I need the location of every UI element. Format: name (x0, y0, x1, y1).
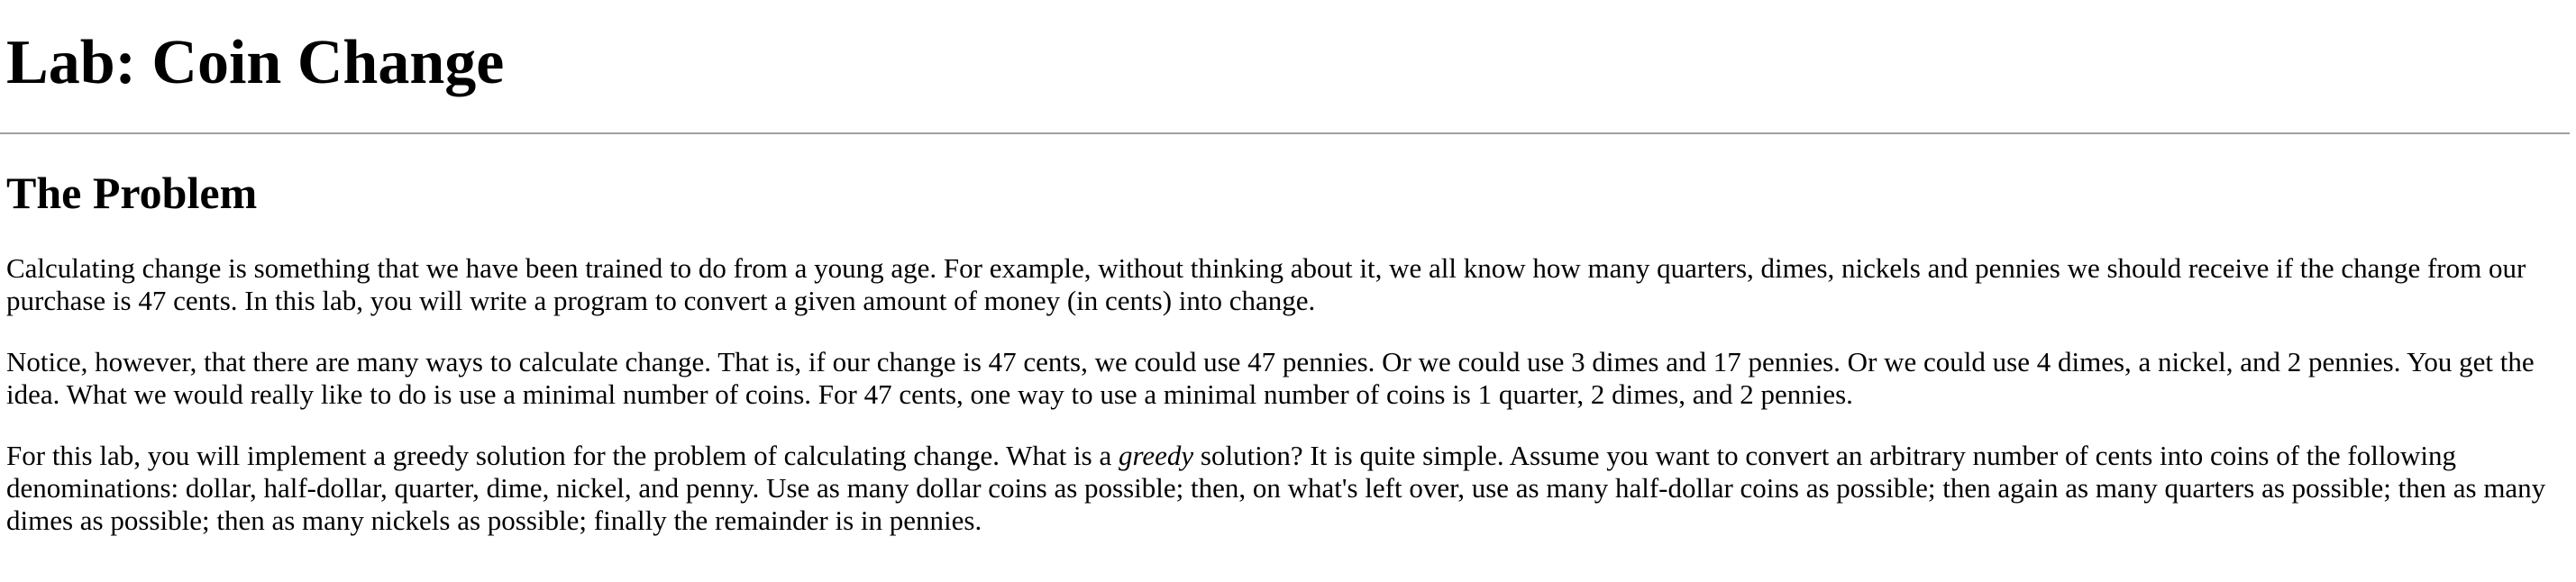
paragraph-greedy-solution (6, 440, 2571, 537)
paragraph-greedy-text-end: solution? It is quite simple. Assume you want to convert an arbitrary number of cents into coins of the following denominations: dollar, half-dollar, quarter, dime, nickel, and penny. Use as many dollar coins as possible; then, on what's left over, use as many half-dollar coins as possible; then again as many quarters as possible; then as many dimes as possible; then as many nickels as possible; finally the remainder is in pennies. (6, 440, 2546, 536)
emphasis-greedy: greedy (1118, 440, 1194, 471)
horizontal-divider (0, 132, 2570, 134)
section-heading: The Problem (6, 168, 258, 218)
paragraph-minimal-coins: Notice, however, that there are many ways to calculate change. That is, if our change is 47 cents, we could use 47 pennies. Or we could use 3 dimes and 17 pennies. Or we could use 4 dimes, a nickel, and 2 pennies. You get the idea. What we would really like to do is use a minimal number of coins. For 47 cents, one way to use a minimal number of coins is 1 quarter, 2 dimes, and 2 pennies. (6, 346, 2535, 410)
paragraph-greedy-text-start: For this lab, you will implement a greedy solution for the problem of calculating change. What is a (6, 440, 1119, 471)
paragraph-intro: Calculating change is something that we have been trained to do from a young age. For example, without thinking about it, we all know how many quarters, dimes, nickels and pennies we should receive if the change from our purchase is 47 cents. In this lab, you will write a program to convert a given amount of money (in cents) into change. (6, 252, 2526, 316)
page-title: Lab: Coin Change (6, 28, 505, 97)
